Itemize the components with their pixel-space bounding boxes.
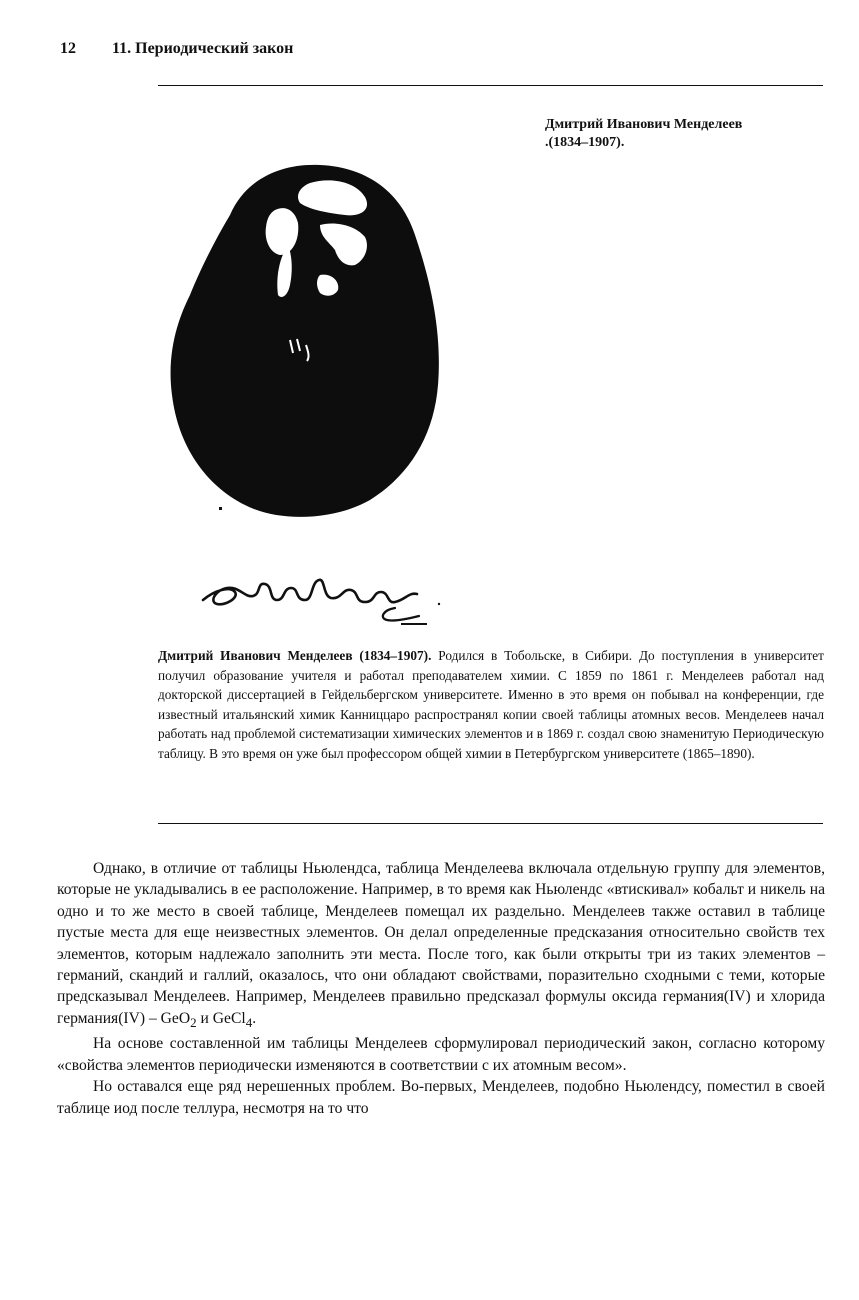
top-divider: [158, 85, 823, 86]
main-text: [57, 858, 825, 1119]
formula-gecl4-subscript: 4: [245, 1014, 253, 1030]
paragraph-2: На основе составленной им таблицы Менделеев сформулировал периодический закон, согласно которому «свойства элементов периодически изменяются в соответствии с их атомным весом».: [57, 1035, 825, 1074]
paragraph-1: [57, 858, 825, 1033]
portrait-caption-name: Дмитрий Иванович Менделеев: [545, 117, 743, 132]
running-header: [60, 40, 293, 58]
biography-text: Родился в Тобольске, в Сибири. До поступления в университет получил образование учителя и работал преподавателем химии. С 1859 по 1861 г. Менделеев работал над докторской диссертацией в Гейдельбергском университете. Именно в это время он побывал на конференции, где известный итальянский химик Канниццаро распространял копии своей таблицы атомных весов. Менделеев начал работать над проблемой систематизации химических элементов и в 1869 г. создал свою знаменитую Периодическую таблицу. В это время он уже был профессором общей химии в Петербургском университете (1865–1890).: [158, 648, 824, 761]
biography-caption: [158, 646, 824, 764]
conjunction: и: [196, 1009, 213, 1027]
formula-geo2: [160, 1009, 197, 1030]
formula-gecl4: [212, 1009, 253, 1030]
formula-geo2-subscript: 2: [190, 1014, 197, 1030]
mendeleev-signature: [195, 560, 455, 630]
formula-gecl4-base: GeCl: [212, 1009, 246, 1027]
paragraph-3: Но оставался еще ряд нерешенных проблем. Во-первых, Менделеев, подобно Ньюлендсу, поместил в своей таблице иод после теллура, несмотря на то что: [57, 1078, 825, 1117]
paragraph-1-text: Однако, в отличие от таблицы Ньюлендса, таблица Менделеева включала отдельную группу для элементов, которые не укладывались в ее расположение. Например, в то время как Ньюлендс «втискивал» кобальт и никель на одно и то же место в своей таблице, Менделеев помещал их раздельно. Менделеев также оставил в таблице пустые места для еще неизвестных элементов. Он делал определенные предсказания относительно свойств тех элементов, которым надлежало заполнить эти места. После того, как были открыты три из таких элементов – германий, скандий и галлий, оказалось, что они обладают свойствами, поразительно сходными с теми, которые предсказывал Менделеев. Например, Менделеев правильно предсказал формулы оксида германия(IV) и хлорида германия(IV) –: [57, 860, 825, 1027]
biography-lead: Дмитрий Иванович Менделеев (1834–1907).: [158, 648, 432, 663]
formula-geo2-base: GeO: [160, 1009, 191, 1027]
mendeleev-portrait: [160, 155, 450, 525]
portrait-caption-years: .(1834–1907).: [545, 135, 625, 150]
bottom-divider: [158, 823, 823, 824]
page-number: 12: [60, 40, 76, 57]
chapter-title: 11. Периодический закон: [112, 40, 294, 57]
paragraph-1-end: .: [252, 1009, 257, 1027]
portrait-caption: [545, 116, 825, 152]
